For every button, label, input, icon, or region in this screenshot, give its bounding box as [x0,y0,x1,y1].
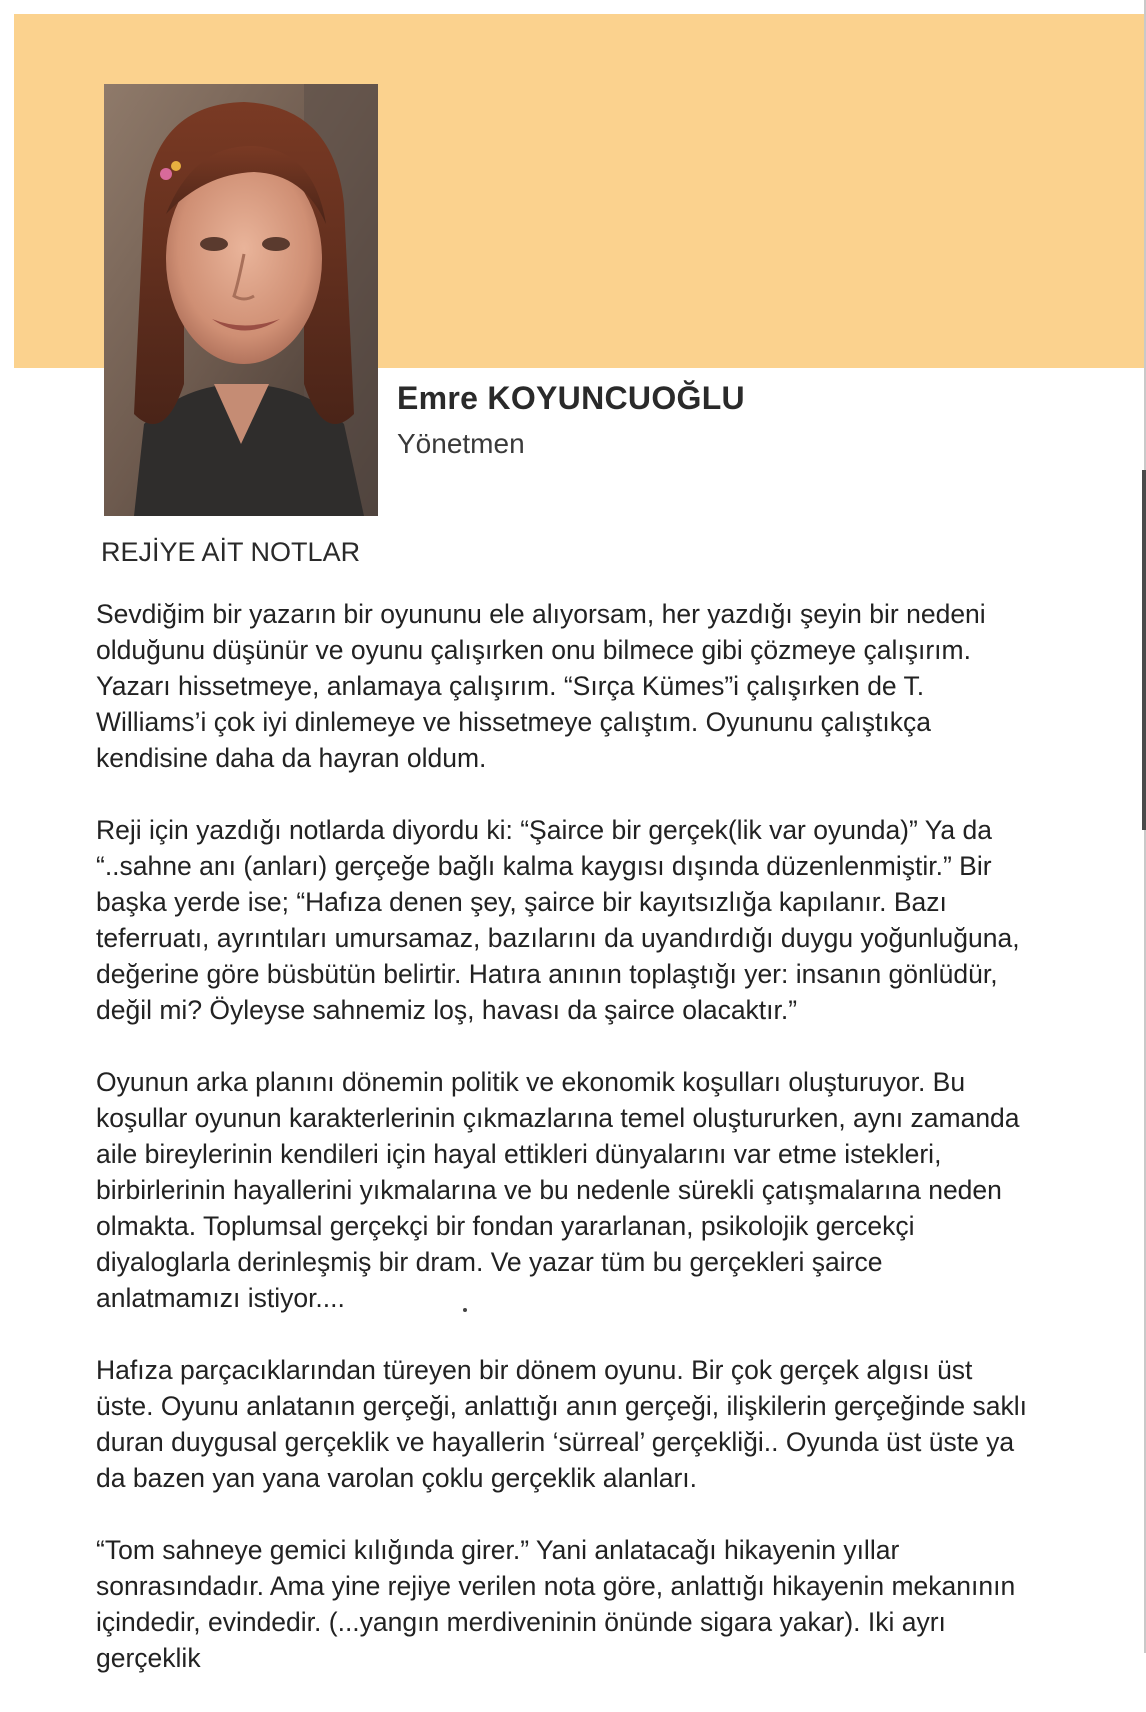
paragraph-3: Oyunun arka planını dönemin politik ve ekonomik koşulları oluşturuyor. Bu koşullar oyunun karakterlerinin çıkmazlarına temel oluştururken, aynı zamanda aile bireylerinin kendileri için hayal ettikleri dünyalarını var etme istekleri, birbirlerinin hayallerini yıkmalarına ve bu nedenle sürekli çatışmalarına neden olmakta. Toplumsal gerçekçi bir fondan yararlanan, psikolojik gercekçi diyaloglarla derinleşmiş bir dram. Ve yazar tüm bu gerçekleri şairce anlatmamızı istiyor.... [96,1067,1020,1313]
page-edge-mark [1142,470,1146,830]
article-body [96,596,1032,1712]
section-title: REJİYE AİT NOTLAR [101,537,361,567]
person-role: Yönetmen [397,428,525,459]
paragraph-1: Sevdiğim bir yazarın bir oyununu ele alıyorsam, her yazdığı şeyin bir nedeni olduğunu düşünür ve oyunu çalışırken onu bilmece gibi çözmeye çalışırım. Yazarı hissetmeye, anlamaya çalışırım. “Sırça Kümes”i çalışırken de T. Williams’i çok iyi dinlemeye ve hissetmeye çalıştım. Oyununu çalıştıkça kendisine daha da hayran oldum. [96,599,986,773]
person-name: Emre KOYUNCUOĞLU [397,380,745,416]
portrait-photo [104,84,378,516]
paragraph-5: “Tom sahneye gemici kılığında girer.” Yani anlatacağı hikayenin yıllar sonrasındadır. Ama yine rejiye verilen nota göre, anlattığı hikayenin mekanının içindedir, evindedir. (...yangın merdiveninin önünde sigara yakar). Iki ayrı gerçeklik [96,1535,1016,1673]
paragraph-4: Hafıza parçacıklarından türeyen bir dönem oyunu. Bir çok gerçek algısı üst üste. Oyunu anlatanın gerçeği, anlattığı anın gerçeği, ilişkilerin gerçeğinde saklı duran duygusal gerçeklik ve hayallerin ‘sürreal’ gerçekliği.. Oyunda üst üste ya da bazen yan yana varolan çoklu gerçeklik alanları. [96,1355,1027,1493]
stray-dot [463,1308,467,1312]
paragraph-2: Reji için yazdığı notlarda diyordu ki: “Şairce bir gerçek(lik var oyunda)” Ya da “..sahne anı (anları) gerçeğe bağlı kalma kaygısı dışında düzenlenmiştir.” Bir başka yerde ise; “Hafıza denen şey, şairce bir kayıtsızlığa kapılanır. Bazı teferruatı, ayrıntıları umursamaz, bazılarını da uyandırdığı duygu yoğunluğuna, değerine göre büsbütün belirtir. Hatıra anının toplaştığı yer: insanın gönlüdür, değil mi? Öyleyse sahnemiz loş, havası da şairce olacaktır.” [96,815,1020,1025]
